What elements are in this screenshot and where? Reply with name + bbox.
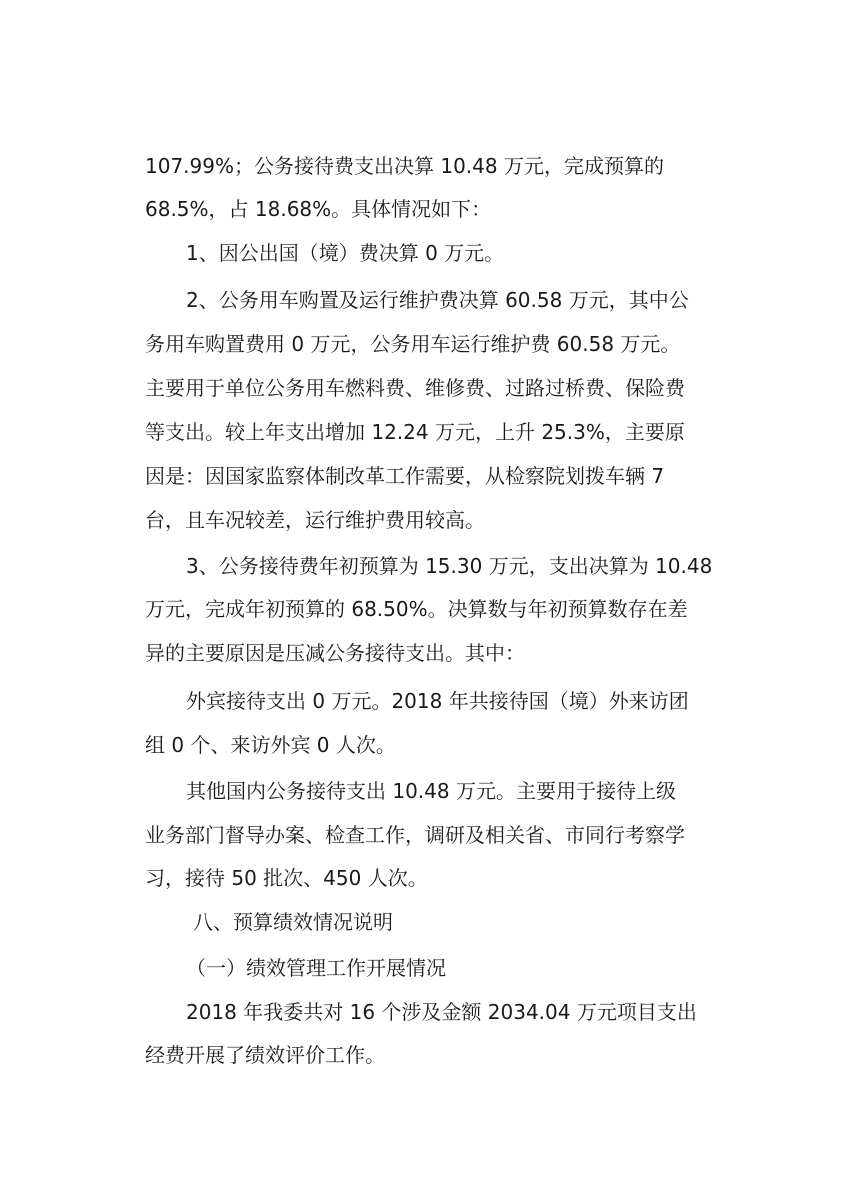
paragraph-line: 等支出。较上年支出增加 12.24 万元，上升 25.3%，主要原	[145, 420, 685, 444]
paragraph-line: 3、公务接待费年初预算为 15.30 万元，支出决算为 10.48	[186, 554, 713, 578]
paragraph-line: 业务部门督导办案、检查工作，调研及相关省、市同行考察学	[145, 823, 685, 847]
paragraph-line: 1、因公出国（境）费决算 0 万元。	[186, 241, 505, 265]
paragraph-line: 外宾接待支出 0 万元。2018 年共接待国（境）外来访团	[186, 689, 689, 713]
paragraph-line: 组 0 个、来访外宾 0 人次。	[145, 733, 396, 757]
paragraph-line: 务用车购置费用 0 万元，公务用车运行维护费 60.58 万元。	[145, 332, 681, 356]
paragraph-line: 经费开展了绩效评价工作。	[145, 1043, 385, 1067]
paragraph-line: 2018 年我委共对 16 个涉及金额 2034.04 万元项目支出	[186, 1000, 697, 1024]
paragraph-line: 异的主要原因是压减公务接待支出。其中：	[145, 641, 525, 665]
paragraph-line: 习，接待 50 批次、450 人次。	[145, 866, 428, 890]
paragraph-line: 107.99%；公务接待费支出决算 10.48 万元，完成预算的	[145, 154, 664, 178]
paragraph-line: 68.5%，占 18.68%。具体情况如下：	[145, 197, 492, 221]
section-heading: 八、预算绩效情况说明	[193, 910, 393, 934]
subsection-heading: （一）绩效管理工作开展情况	[186, 956, 446, 980]
paragraph-line: 其他国内公务接待支出 10.48 万元。主要用于接待上级	[186, 779, 676, 803]
paragraph-line: 2、公务用车购置及运行维护费决算 60.58 万元，其中公	[186, 288, 689, 312]
paragraph-line: 台，且车况较差，运行维护费用较高。	[145, 508, 485, 532]
paragraph-line: 万元，完成年初预算的 68.50%。决算数与年初预算数存在差	[145, 597, 688, 621]
paragraph-line: 因是：因国家监察体制改革工作需要，从检察院划拨车辆 7	[145, 464, 665, 488]
paragraph-line: 主要用于单位公务用车燃料费、维修费、过路过桥费、保险费	[145, 376, 685, 400]
